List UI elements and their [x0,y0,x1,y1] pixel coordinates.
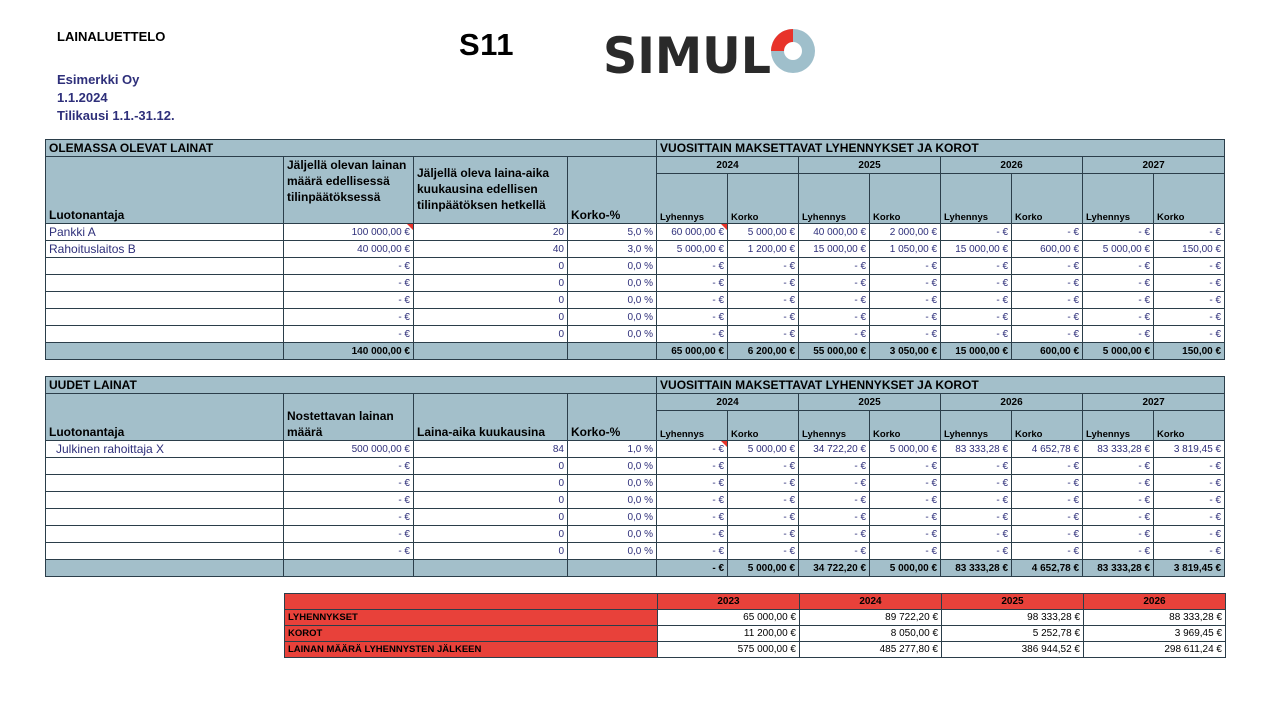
document-title: LAINALUETTELO [57,29,166,44]
total-cell: 6 200,00 € [728,343,799,360]
sub-repay: Lyhennys [941,174,1012,224]
simulo-logo [603,24,818,76]
summary-row [285,626,1226,642]
summary-value[interactable]: 8 050,00 € [800,626,942,642]
sub-repay: Lyhennys [1083,174,1154,224]
total-cell [414,560,568,577]
value-cell[interactable]: - € [941,475,1012,492]
lender-cell[interactable] [46,492,284,509]
value-cell[interactable]: - € [799,458,870,475]
year-header: 2025 [799,157,941,174]
value-cell[interactable]: 600,00 € [1012,241,1083,258]
summary-value[interactable]: 65 000,00 € [658,610,800,626]
value-cell[interactable]: - € [728,292,799,309]
value-cell[interactable]: - € [941,543,1012,560]
lender-cell[interactable] [46,475,284,492]
value-cell[interactable]: 40 000,00 € [284,241,414,258]
value-cell[interactable]: - € [657,309,728,326]
year-header: 2025 [799,394,941,411]
value-cell[interactable]: 0,0 % [568,492,657,509]
total-cell [568,560,657,577]
year-header: 2026 [941,157,1083,174]
value-cell[interactable]: 0,0 % [568,326,657,343]
total-cell: 15 000,00 € [941,343,1012,360]
lender-cell[interactable]: Julkinen rahoittaja X [46,441,284,458]
value-cell[interactable]: - € [870,292,941,309]
value-cell[interactable]: - € [657,292,728,309]
value-cell[interactable]: - € [870,492,941,509]
lender-cell[interactable] [46,292,284,309]
summary-year: 2023 [658,594,800,610]
sub-repay: Lyhennys [1083,411,1154,441]
value-cell[interactable]: 5 000,00 € [728,441,799,458]
loan-row [46,241,1225,258]
value-cell[interactable]: 0,0 % [568,475,657,492]
value-cell[interactable]: - € [1083,258,1154,275]
summary-year: 2025 [942,594,1084,610]
value-cell[interactable]: - € [657,492,728,509]
year-header: 2027 [1083,394,1225,411]
value-cell[interactable]: - € [1154,224,1225,241]
value-cell[interactable]: 40 [414,241,568,258]
sub-repay: Lyhennys [941,411,1012,441]
value-cell[interactable]: 0,0 % [568,543,657,560]
value-cell[interactable]: - € [870,458,941,475]
value-cell[interactable]: - € [870,275,941,292]
existing-totals-row [46,343,1225,360]
total-cell [568,343,657,360]
value-cell[interactable]: 60 000,00 € [657,224,728,241]
lender-cell[interactable] [46,309,284,326]
total-cell: 4 652,78 € [1012,560,1083,577]
value-cell[interactable]: - € [799,258,870,275]
lender-cell[interactable] [46,326,284,343]
value-cell[interactable]: - € [728,326,799,343]
value-cell[interactable]: - € [941,492,1012,509]
loan-row [46,292,1225,309]
col-lender: Luotonantaja [46,394,284,441]
total-cell [46,560,284,577]
value-cell[interactable]: 34 722,20 € [799,441,870,458]
total-cell: 34 722,20 € [799,560,870,577]
sub-interest: Korko [870,174,941,224]
value-cell[interactable]: 84 [414,441,568,458]
total-cell: 83 333,28 € [941,560,1012,577]
value-cell[interactable]: 1 200,00 € [728,241,799,258]
value-cell[interactable]: - € [941,509,1012,526]
value-cell[interactable]: - € [1083,224,1154,241]
value-cell[interactable]: 0 [414,275,568,292]
value-cell[interactable]: 83 333,28 € [941,441,1012,458]
value-cell[interactable]: 3 819,45 € [1154,441,1225,458]
loan-row [46,309,1225,326]
company-info [57,71,175,125]
value-cell[interactable]: - € [1012,458,1083,475]
total-cell: 5 000,00 € [1083,343,1154,360]
value-cell[interactable]: - € [870,258,941,275]
document-date: 1.1.2024 [57,90,108,105]
value-cell[interactable]: - € [941,526,1012,543]
value-cell[interactable]: - € [1012,258,1083,275]
value-cell[interactable]: 0,0 % [568,526,657,543]
value-cell[interactable]: - € [941,258,1012,275]
value-cell[interactable]: - € [657,458,728,475]
col-amount: Jäljellä olevan lainan määrä edellisessä tilinpäätöksessä [284,157,414,224]
summary-value[interactable]: 386 944,52 € [942,642,1084,658]
summary-row [285,610,1226,626]
col-term: Jäljellä oleva laina-aika kuukausina edellisen tilinpäätöksen hetkellä [414,157,568,224]
summary-year: 2024 [800,594,942,610]
value-cell[interactable]: 5,0 % [568,224,657,241]
value-cell[interactable]: - € [1083,326,1154,343]
value-cell[interactable]: - € [870,543,941,560]
value-cell[interactable]: - € [284,309,414,326]
total-cell: 5 000,00 € [870,560,941,577]
value-cell[interactable]: - € [1154,492,1225,509]
value-cell[interactable]: - € [657,509,728,526]
value-cell[interactable]: - € [1154,326,1225,343]
value-cell[interactable]: - € [799,326,870,343]
total-cell [284,560,414,577]
existing-repay-title: VUOSITTAIN MAKSETTAVAT LYHENNYKSET JA KOROT [657,140,1225,157]
value-cell[interactable]: 0,0 % [568,275,657,292]
lender-cell[interactable] [46,458,284,475]
summary-value[interactable]: 298 611,24 € [1084,642,1226,658]
value-cell[interactable]: - € [1083,526,1154,543]
total-cell [46,343,284,360]
value-cell[interactable]: - € [941,292,1012,309]
total-cell: - € [657,560,728,577]
loan-row [46,458,1225,475]
value-cell[interactable]: - € [657,543,728,560]
summary-value[interactable]: 575 000,00 € [658,642,800,658]
value-cell[interactable]: - € [1012,475,1083,492]
loan-row [46,275,1225,292]
value-cell[interactable]: - € [728,458,799,475]
summary-value[interactable]: 11 200,00 € [658,626,800,642]
value-cell[interactable]: 1,0 % [568,441,657,458]
new-totals-row [46,560,1225,577]
lender-cell[interactable]: Rahoituslaitos B [46,241,284,258]
value-cell[interactable]: - € [1083,309,1154,326]
loan-row [46,526,1225,543]
total-cell: 3 819,45 € [1154,560,1225,577]
value-cell[interactable]: 0 [414,292,568,309]
loan-row [46,509,1225,526]
company-name: Esimerkki Oy [57,72,140,87]
value-cell[interactable]: - € [728,526,799,543]
value-cell[interactable]: - € [1083,275,1154,292]
summary-row [285,642,1226,658]
summary-value[interactable]: 98 333,28 € [942,610,1084,626]
value-cell[interactable]: - € [284,543,414,560]
year-header: 2024 [657,157,799,174]
lender-cell[interactable] [46,526,284,543]
value-cell[interactable]: - € [799,275,870,292]
value-cell[interactable]: 0,0 % [568,309,657,326]
value-cell[interactable]: 3,0 % [568,241,657,258]
total-cell: 83 333,28 € [1083,560,1154,577]
value-cell[interactable]: 5 000,00 € [1083,241,1154,258]
value-cell[interactable]: 0,0 % [568,258,657,275]
value-cell[interactable]: - € [941,224,1012,241]
value-cell[interactable]: - € [284,492,414,509]
value-cell[interactable]: - € [799,475,870,492]
existing-section-title: OLEMASSA OLEVAT LAINAT [46,140,657,157]
value-cell[interactable]: 0,0 % [568,292,657,309]
total-cell: 150,00 € [1154,343,1225,360]
value-cell[interactable]: - € [941,275,1012,292]
sub-interest: Korko [1012,411,1083,441]
summary-value[interactable]: 89 722,20 € [800,610,942,626]
value-cell[interactable]: 0 [414,326,568,343]
value-cell[interactable]: - € [1083,492,1154,509]
loan-row [46,258,1225,275]
value-cell[interactable]: - € [1154,458,1225,475]
value-cell[interactable]: - € [657,441,728,458]
value-cell[interactable]: 0 [414,492,568,509]
summary-year: 2026 [1084,594,1226,610]
value-cell[interactable]: - € [870,475,941,492]
sub-repay: Lyhennys [799,411,870,441]
total-cell: 55 000,00 € [799,343,870,360]
value-cell[interactable]: - € [1083,543,1154,560]
value-cell[interactable]: - € [1154,292,1225,309]
value-cell[interactable]: - € [1012,224,1083,241]
value-cell[interactable]: 0,0 % [568,458,657,475]
year-header: 2027 [1083,157,1225,174]
new-repay-title: VUOSITTAIN MAKSETTAVAT LYHENNYKSET JA KOROT [657,377,1225,394]
sub-interest: Korko [1154,174,1225,224]
year-header: 2026 [941,394,1083,411]
new-section-title: UUDET LAINAT [46,377,657,394]
value-cell[interactable]: - € [1083,509,1154,526]
lender-cell[interactable] [46,275,284,292]
value-cell[interactable]: - € [799,509,870,526]
summary-value[interactable]: 3 969,45 € [1084,626,1226,642]
sub-interest: Korko [728,411,799,441]
existing-loans-table [45,139,1225,360]
lender-cell[interactable] [46,543,284,560]
summary-value[interactable]: 485 277,80 € [800,642,942,658]
value-cell[interactable]: - € [284,475,414,492]
value-cell[interactable]: - € [941,326,1012,343]
value-cell[interactable]: - € [284,292,414,309]
value-cell[interactable]: - € [657,526,728,543]
sub-repay: Lyhennys [799,174,870,224]
lender-cell[interactable] [46,258,284,275]
value-cell[interactable]: 0 [414,458,568,475]
value-cell[interactable]: - € [284,526,414,543]
value-cell[interactable]: 40 000,00 € [799,224,870,241]
loan-row [46,475,1225,492]
value-cell[interactable]: 0,0 % [568,509,657,526]
summary-table [284,593,1226,658]
value-cell[interactable]: 5 000,00 € [870,441,941,458]
value-cell[interactable]: 20 [414,224,568,241]
value-cell[interactable]: - € [1012,309,1083,326]
value-cell[interactable]: - € [1154,275,1225,292]
value-cell[interactable]: - € [728,543,799,560]
summary-value[interactable]: 5 252,78 € [942,626,1084,642]
sub-repay: Lyhennys [657,411,728,441]
value-cell[interactable]: 500 000,00 € [284,441,414,458]
value-cell[interactable]: - € [657,275,728,292]
value-cell[interactable]: - € [728,492,799,509]
value-cell[interactable]: - € [728,258,799,275]
sub-interest: Korko [1154,411,1225,441]
value-cell[interactable]: - € [284,258,414,275]
value-cell[interactable]: - € [728,509,799,526]
loan-row [46,326,1225,343]
year-header: 2024 [657,394,799,411]
value-cell[interactable]: - € [1083,292,1154,309]
col-amount: Nostettavan lainan määrä [284,394,414,441]
total-cell [414,343,568,360]
summary-corner [285,594,658,610]
total-cell: 65 000,00 € [657,343,728,360]
lender-cell[interactable] [46,509,284,526]
value-cell[interactable]: - € [1012,509,1083,526]
loan-row [46,441,1225,458]
value-cell[interactable]: - € [1012,543,1083,560]
value-cell[interactable]: - € [1154,509,1225,526]
value-cell[interactable]: 150,00 € [1154,241,1225,258]
value-cell[interactable]: - € [1154,526,1225,543]
svg-text:SIMUL: SIMUL [603,27,771,76]
sub-interest: Korko [1012,174,1083,224]
value-cell[interactable]: - € [728,475,799,492]
new-loans-table [45,376,1225,577]
value-cell[interactable]: - € [1012,326,1083,343]
total-cell: 3 050,00 € [870,343,941,360]
value-cell[interactable]: 83 333,28 € [1083,441,1154,458]
value-cell[interactable]: - € [799,543,870,560]
col-rate: Korko-% [568,394,657,441]
fiscal-period: Tilikausi 1.1.-31.12. [57,108,175,123]
value-cell[interactable]: - € [1012,292,1083,309]
value-cell[interactable]: - € [1083,458,1154,475]
sub-interest: Korko [728,174,799,224]
value-cell[interactable]: 15 000,00 € [799,241,870,258]
value-cell[interactable]: - € [284,326,414,343]
value-cell[interactable]: 1 050,00 € [870,241,941,258]
value-cell[interactable]: - € [870,309,941,326]
lender-cell[interactable]: Pankki A [46,224,284,241]
summary-value[interactable]: 88 333,28 € [1084,610,1226,626]
value-cell[interactable]: 5 000,00 € [728,224,799,241]
value-cell[interactable]: 15 000,00 € [941,241,1012,258]
value-cell[interactable]: - € [284,509,414,526]
value-cell[interactable]: - € [1012,526,1083,543]
value-cell[interactable]: - € [1154,543,1225,560]
value-cell[interactable]: 100 000,00 € [284,224,414,241]
value-cell[interactable]: - € [728,309,799,326]
value-cell[interactable]: 0 [414,509,568,526]
total-cell: 140 000,00 € [284,343,414,360]
sub-interest: Korko [870,411,941,441]
value-cell[interactable]: 0 [414,475,568,492]
value-cell[interactable]: - € [1012,492,1083,509]
loan-row [46,492,1225,509]
value-cell[interactable]: - € [1154,309,1225,326]
value-cell[interactable]: - € [728,275,799,292]
loan-row [46,224,1225,241]
value-cell[interactable]: - € [870,509,941,526]
total-cell: 600,00 € [1012,343,1083,360]
summary-label: LYHENNYKSET [285,610,658,626]
value-cell[interactable]: - € [657,326,728,343]
document-code: S11 [459,27,514,62]
value-cell[interactable]: - € [870,526,941,543]
value-cell[interactable]: 0 [414,309,568,326]
value-cell[interactable]: 0 [414,526,568,543]
value-cell[interactable]: - € [1083,475,1154,492]
value-cell[interactable]: - € [657,475,728,492]
summary-label: KOROT [285,626,658,642]
value-cell[interactable]: - € [799,526,870,543]
loan-row [46,543,1225,560]
col-lender: Luotonantaja [46,157,284,224]
value-cell[interactable]: - € [1012,275,1083,292]
value-cell[interactable]: - € [870,326,941,343]
value-cell[interactable]: - € [799,292,870,309]
col-rate: Korko-% [568,157,657,224]
value-cell[interactable]: - € [284,458,414,475]
value-cell[interactable]: 4 652,78 € [1012,441,1083,458]
total-cell: 5 000,00 € [728,560,799,577]
value-cell[interactable]: 2 000,00 € [870,224,941,241]
col-term: Laina-aika kuukausina [414,394,568,441]
value-cell[interactable]: - € [284,275,414,292]
value-cell[interactable]: - € [941,309,1012,326]
value-cell[interactable]: 5 000,00 € [657,241,728,258]
value-cell[interactable]: 0 [414,258,568,275]
sub-repay: Lyhennys [657,174,728,224]
summary-label: LAINAN MÄÄRÄ LYHENNYSTEN JÄLKEEN [285,642,658,658]
value-cell[interactable]: - € [941,458,1012,475]
value-cell[interactable]: - € [657,258,728,275]
value-cell[interactable]: - € [799,492,870,509]
value-cell[interactable]: - € [799,309,870,326]
value-cell[interactable]: - € [1154,258,1225,275]
value-cell[interactable]: 0 [414,543,568,560]
value-cell[interactable]: - € [1154,475,1225,492]
